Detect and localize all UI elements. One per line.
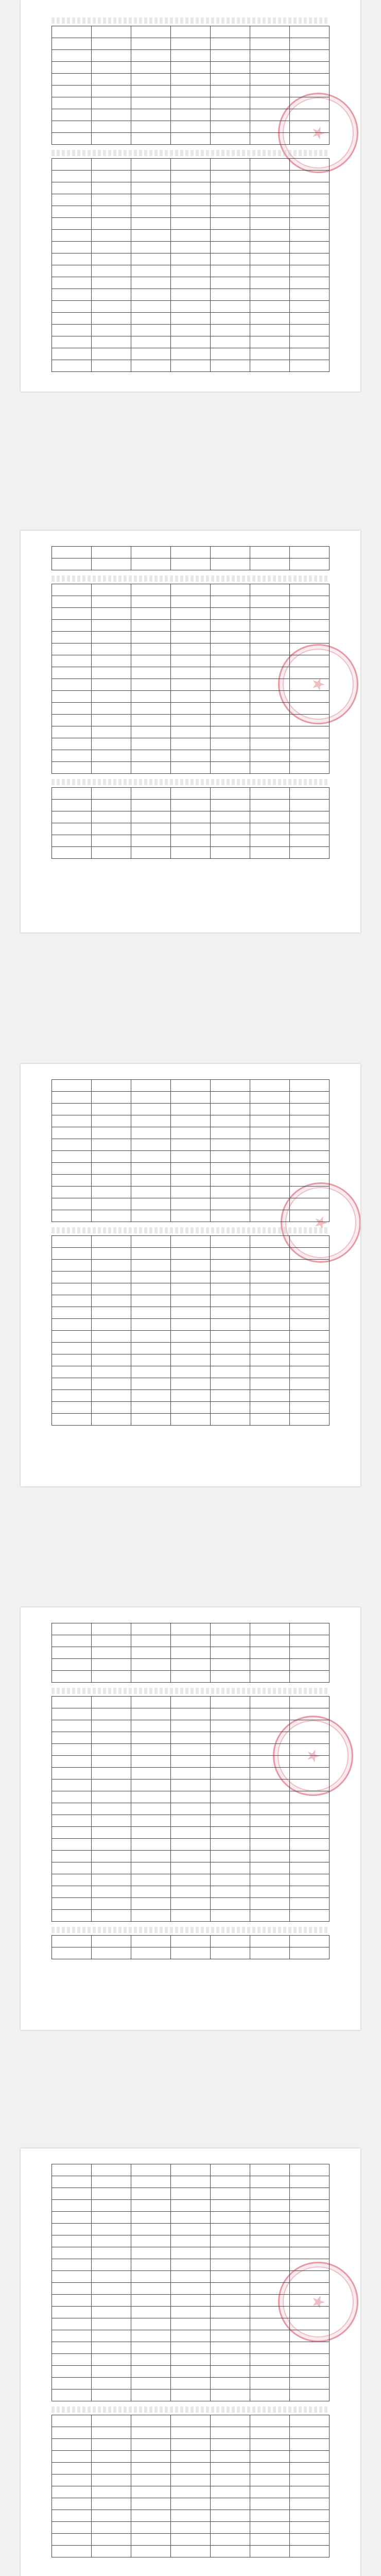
price-table-7	[51, 1623, 330, 1683]
caption-placeholder	[51, 779, 330, 785]
placeholder-line	[51, 18, 330, 24]
price-table-4	[51, 787, 330, 859]
price-table-9	[51, 1935, 330, 1959]
price-table-10	[51, 2164, 330, 2401]
caption-placeholder	[51, 1688, 330, 1694]
price-table-8	[51, 1696, 330, 1922]
page-1	[21, 0, 360, 392]
price-table-5	[51, 1079, 330, 1222]
price-table-2	[51, 158, 330, 372]
page-3	[21, 1064, 360, 1486]
summary-table-1	[51, 546, 330, 570]
caption-placeholder	[51, 1927, 330, 1933]
page-5	[21, 2148, 360, 2576]
caption-placeholder	[51, 2406, 330, 2413]
price-table-6	[51, 1235, 330, 1426]
price-table-1	[51, 26, 330, 145]
caption-placeholder	[51, 1227, 330, 1233]
price-table-11	[51, 2415, 330, 2557]
price-table-3	[51, 584, 330, 774]
caption-placeholder	[51, 150, 330, 156]
caption-placeholder	[51, 575, 330, 582]
page-4	[21, 1607, 360, 2030]
page-2	[21, 531, 360, 933]
